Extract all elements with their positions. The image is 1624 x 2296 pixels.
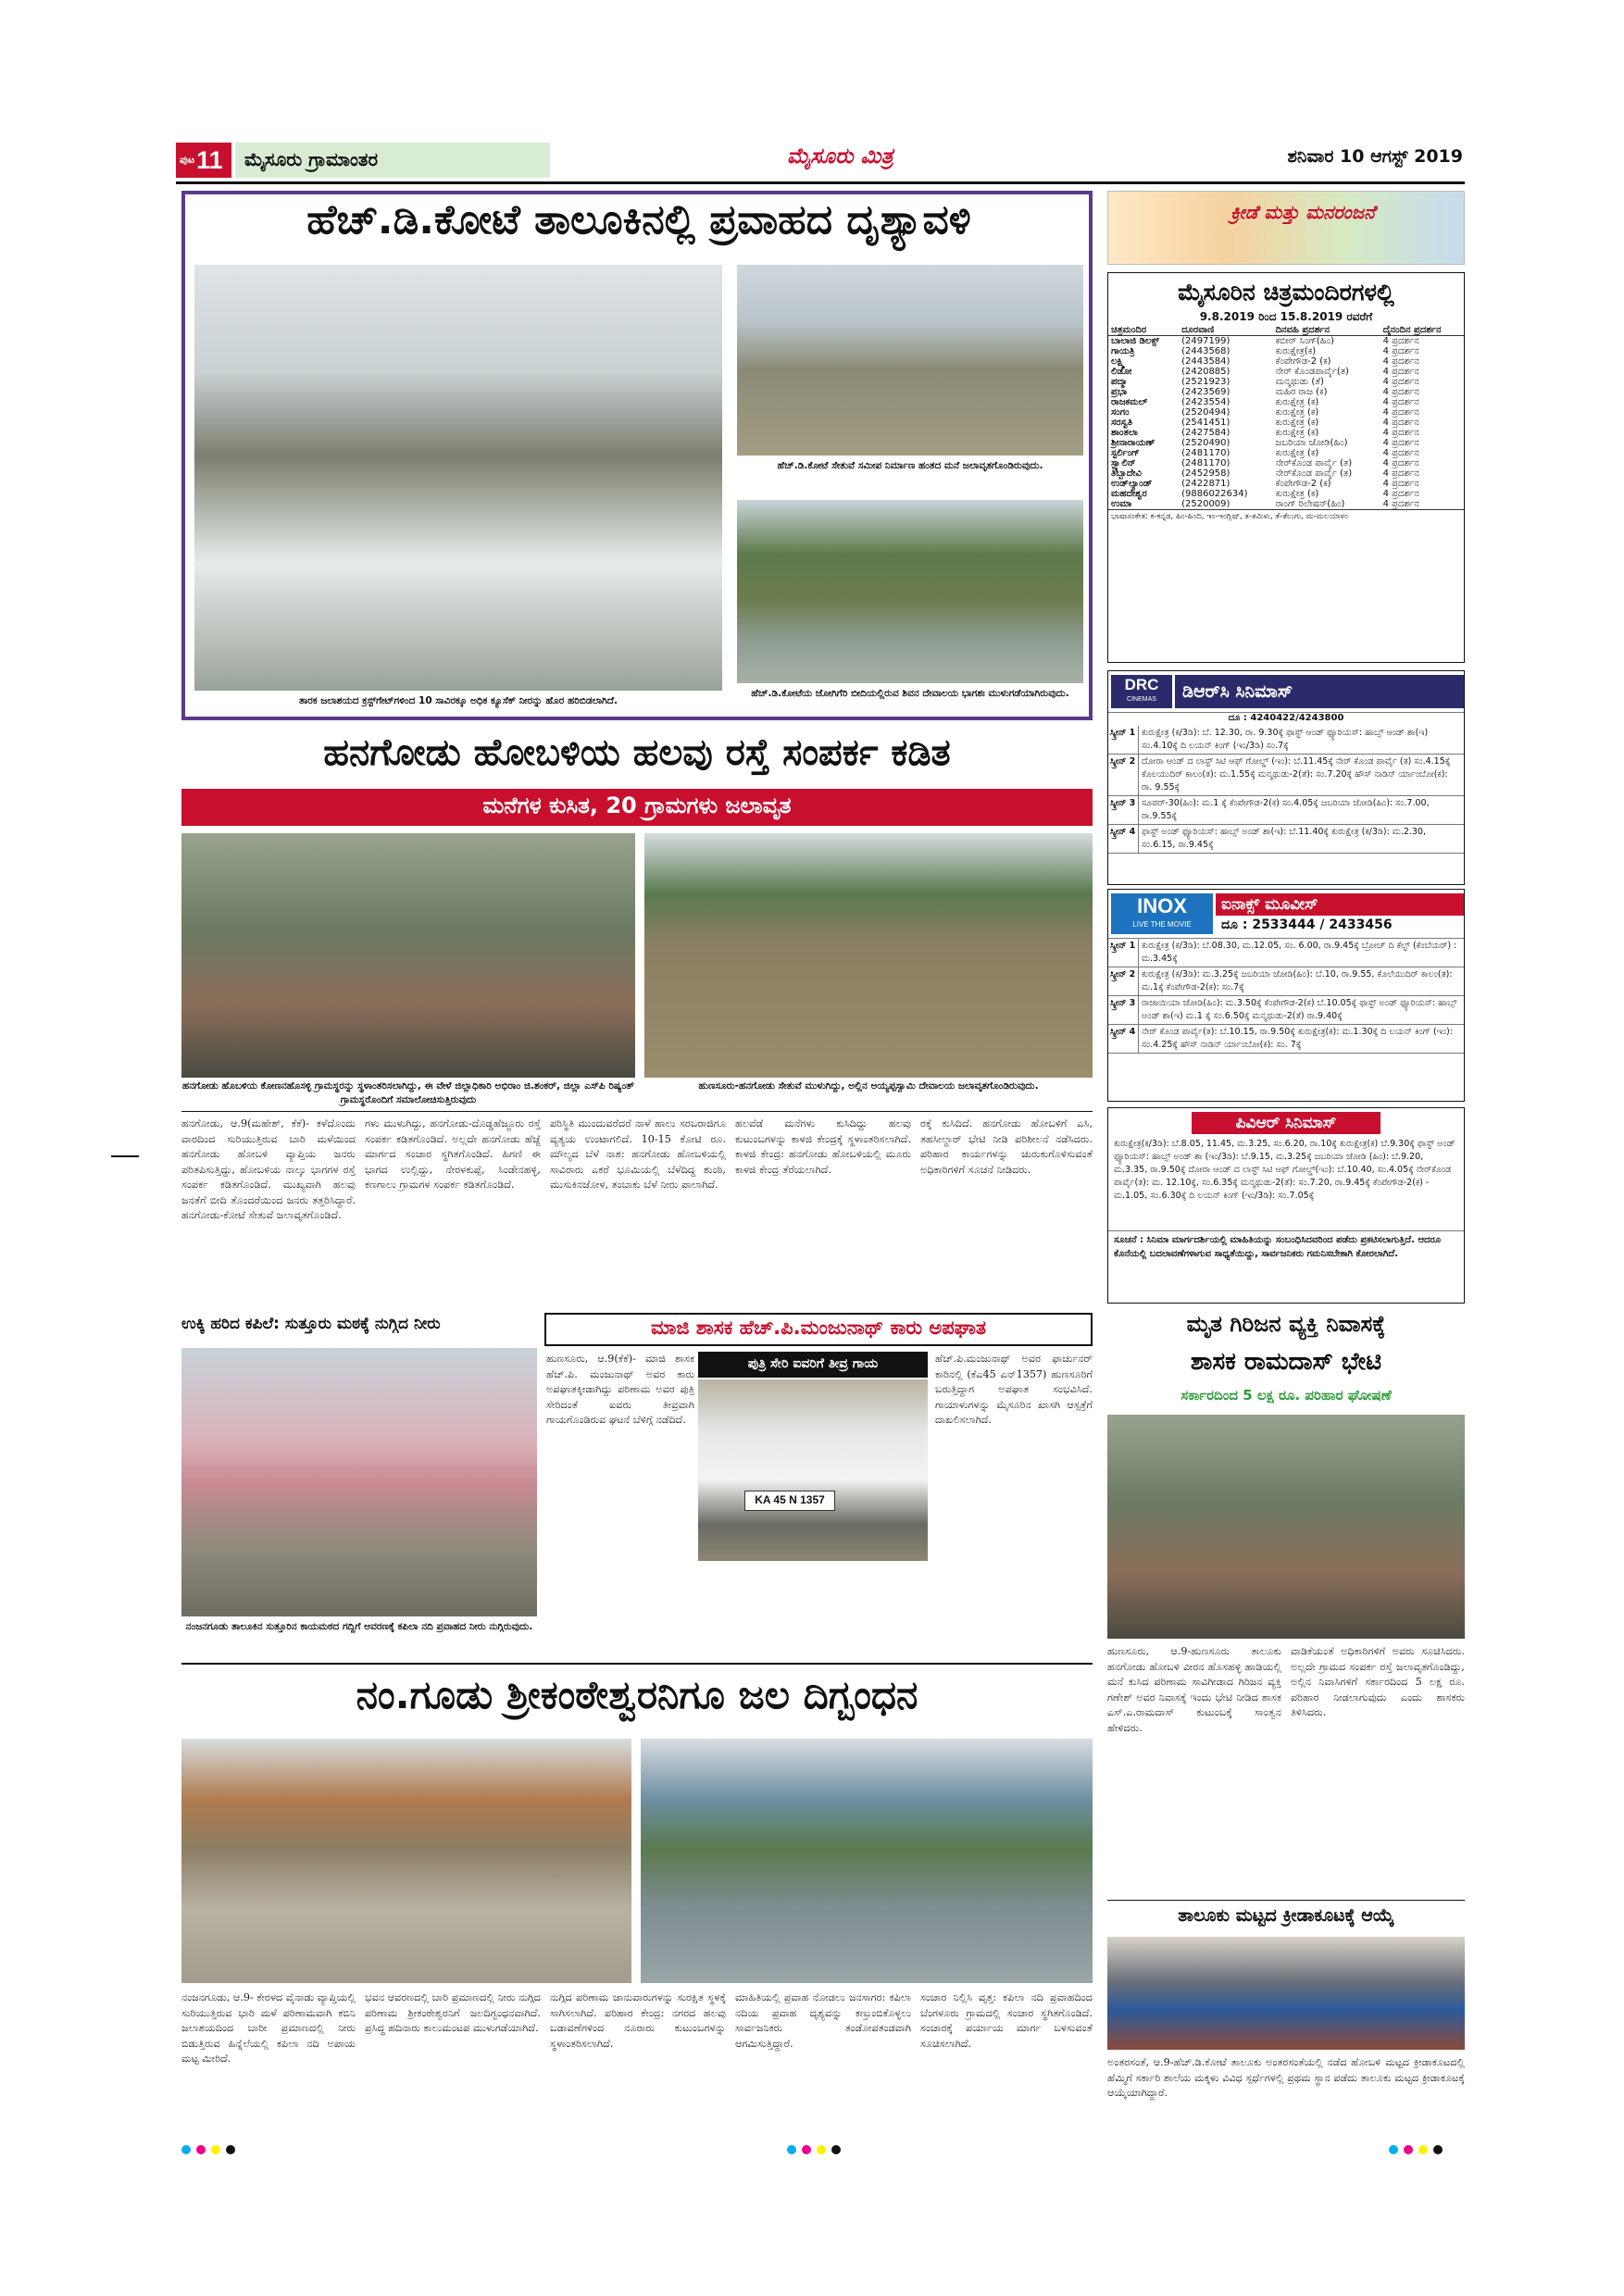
suttur-math-photo: [181, 1348, 537, 1616]
cinema-theatre: ಗಾಯತ್ರಿ: [1111, 346, 1135, 356]
srikanteshwara-column-2: ಭವನ ಆವರಣದಲ್ಲಿ ಬಾರಿ ಪ್ರಮಾಣದಲ್ಲಿ ನೀರು ನುಗ್ಗಿದ ಪರಿಣಾಮ ಶ್ರೀಕಂಠೇಶ್ವರನಿಗೆ ಜಲದಿಗ್ಬಂಧನವಾಗಿದೆ. ಪ್ರಸಿದ್ಧ ಹದಿನಾರು ಕಾಲುಮಂಟಪ ಮುಳುಗಡೆಯಾಗಿದೆ.: [365, 1991, 541, 2034]
screen-number: ಸ್ಕ್ರೀನ್ 3: [1108, 796, 1139, 824]
inox-logo: [1111, 893, 1213, 934]
car-plate: KA 45 N 1357: [744, 1491, 835, 1511]
cinema-phone: (2443584): [1181, 356, 1230, 367]
cinema-row: [1108, 499, 1464, 509]
screen-row: [1108, 755, 1464, 796]
srikanteshwara-top-rule: [181, 1663, 1093, 1665]
screen-showtimes: ರಾಜಾಯಿಯಾ ಜೋಡಿ(ಹಿಂ): ಮ.3.50ಕ್ಕೆ ಕೆಂಪೇಗೌಡ-2(ಕ) ಬೆ.10.05ಕ್ಕೆ ಫಾಸ್ಟ್ ಅಂಡ್ ಫ್ಯೂರಿಯಸ್: ಹಾಬ್ಸ್ ಅಂಡ್ ಶಾ(ಇ) ಮ.1 ಕ್ಕೆ ಸಂ.6.50ಕ್ಕೆ ಮನ್ಮಥುಡು-2(ತೆ) ರಾ.9.40ಕ್ಕೆ: [1142, 998, 1457, 1021]
ramadas-visit-photo: [1107, 1415, 1465, 1639]
hanagodu-subhead: ಮನೆಗಳ ಕುಸಿತ, 20 ಗ್ರಾಮಗಳು ಜಲಾವೃತ: [181, 789, 1093, 826]
temple-photo-caption: ಹೆಚ್.ಡಿ.ಕೋಟೆಯ ಜೋಗಿಗೆರಿ ಬೀದಿಯಲ್ಲಿರುವ ಶಿವನ ದೇವಾಲಯ ಭಾಗಶಃ ಮುಳುಗಡೆಯಾಗಿರುವುದು.: [751, 688, 1069, 699]
temple-street-photo: [181, 1739, 631, 1983]
cinema-phone: (2521923): [1181, 377, 1230, 387]
pvr-title: ಪಿವಿಆರ್ ಸಿನಿಮಾಸ್: [1192, 1112, 1380, 1134]
hanagodu-column-4: ಹಲವೆಡೆ ಮನೆಗಳು ಕುಸಿದಿದ್ದು ಹಲವು ಕುಟುಂಬಗಳನ್ನು ಕಾಳಜಿ ಕೇಂದ್ರಕ್ಕೆ ಸ್ಥಳಾಂತರಿಸಲಾಗಿದೆ. ಕಾಳಜಿ ಕೇಂದ್ರ: ಹನಗೋಡು ಹೋಬಳಿಯಲ್ಲಿ ಮೂರು ಕಾಳಜಿ ಕೇಂದ್ರ ತೆರೆಯಲಾಗಿದೆ.: [735, 1117, 911, 1176]
cinema-theatre: ಸರಸ್ವತಿ: [1111, 418, 1132, 428]
cinema-row: [1108, 387, 1464, 397]
cinema-phone: (9886022634): [1181, 489, 1248, 499]
page-label: ಪುಟ: [180, 154, 195, 166]
cinema-movie: ಕೆಂಪೇಗೌಡ-2 (ಕ): [1275, 479, 1331, 489]
screen-showtimes: ಸೂಪರ್-30(ಹಿಂ): ಮ.1 ಕ್ಕೆ ಕೆಂಪೇಗೌಡ-2(ಕ) ಸಂ.4.05ಕ್ಕೆ ಜಬರಿಯಾ ಜೋಡಿ(ಹಿಂ): ಸಂ.7.00, ರಾ.9.55ಕ್ಕೆ: [1142, 798, 1430, 821]
drc-box: [1107, 670, 1465, 885]
section-name: ಮೈಸೂರು ಗ್ರಾಮಾಂತರ: [235, 143, 550, 178]
ramadas-headline-2: ಶಾಸಕ ರಾಮದಾಸ್ ಭೇಟಿ: [1190, 1348, 1382, 1376]
cinema-phone: (2420885): [1181, 367, 1230, 377]
cinema-row: [1108, 397, 1464, 407]
drc-logo: [1111, 675, 1172, 708]
drc-title: ಡಿಆರ್‌ಸಿ ಸಿನಿಮಾಸ್: [1175, 675, 1464, 708]
inox-box: [1107, 889, 1465, 1102]
ramadas-column-2: ವಾಡಿಕೆಯಂತೆ ಅಧಿಕಾರಿಗಳಿಗೆ ಅವರು ಸೂಚಿಸಿದರು. ಅಲ್ಲದೇ ಗ್ರಾಮದ ಸಂಪರ್ಕ ರಸ್ತೆ ಜಲಾವೃತಗೊಂಡಿದ್ದು, ಅಲ್ಲಿನ ನಿವಾಸಿಗಳಿಗೆ ಸರ್ಕಾರದಿಂದ 5 ಲಕ್ಷ ರೂ. ಪರಿಹಾರ ನೀಡಲಾಗುವುದು ಎಂದು ಶಾಸಕರು ತಿಳಿಸಿದರು.: [1291, 1645, 1465, 1718]
cinema-movie: ಕುರುಕ್ಷೇತ್ರ (ಕ): [1275, 407, 1319, 418]
cinema-shows: 4 ಪ್ರದರ್ಶನ: [1382, 407, 1419, 418]
hanagodu-caption-rule: [181, 1111, 1093, 1112]
cinema-movie: ಕಬೀರ್ ಸಿಂಗ್(ಹಿಂ): [1275, 336, 1334, 346]
margin-dash: [111, 1155, 139, 1157]
registration-marks-center: [787, 2140, 880, 2153]
cinema-listing-title: ಮೈಸೂರಿನ ಚಿತ್ರಮಂದಿರಗಳಲ್ಲಿ: [1178, 279, 1394, 306]
screen-showtimes: ಫಾಸ್ಟ್ ಅಂಡ್ ಫ್ಯೂರಿಯಸ್: ಹಾಬ್ಸ್ ಅಂಡ್ ಶಾ(ಇ): ಬೆ.11.40ಕ್ಕೆ ಕುರುಕ್ಷೇತ್ರ (ಕ/3ಡಿ): ಮ.2.30, ಸಂ.6.15, ರಾ.9.45ಕ್ಕೆ: [1142, 827, 1427, 850]
cinema-row: [1108, 428, 1464, 438]
hanagodu-column-3: ಪರಿಸ್ಥಿತಿ ಮುಂದುವರೆದರೆ ನಾಳೆ ಹಾಲು ಸರಬರಾಜಿಗೂ ವ್ಯತ್ಯಯ ಉಂಟಾಗಲಿದೆ. 10-15 ಕೋಟಿ ರೂ. ಮೌಲ್ಯದ ಬೆಳೆ ನಾಶ: ಹನಗೋಡು ಹೋಬಳಿಯಲ್ಲಿ ಸಾವಿರಾರು ಎಕರೆ ಭೂಮಿಯಲ್ಲಿ ಬೆಳೆದಿದ್ದ ಶುಂಠಿ, ಮುಸುಕಿನಜೋಳ, ತಂಬಾಕು ಬೆಳೆ ನೀರು ಪಾಲಾಗಿದೆ.: [550, 1117, 726, 1191]
cinema-movie: ನೇರ್‌ಕೊಂಡ ಪಾರ್ವೈ (ತ): [1275, 468, 1353, 479]
cinema-row: [1108, 367, 1464, 377]
page-number: 11: [196, 145, 223, 174]
students-photo: [1107, 1937, 1465, 2050]
screen-row: [1108, 825, 1464, 854]
cinema-shows: 4 ಪ್ರದರ್ಶನ: [1382, 499, 1419, 509]
cinema-movie: ಮನ್ಮಥುಡು (ತೆ): [1275, 377, 1324, 387]
cinema-shows: 4 ಪ್ರದರ್ಶನ: [1382, 489, 1419, 499]
screen-row: [1108, 726, 1464, 755]
paper-name: ಮೈಸೂರು ಮಿತ್ರ: [787, 144, 893, 168]
cinema-row: [1108, 407, 1464, 418]
cinema-theatre: ಪದ್ಮಾ: [1111, 377, 1128, 387]
cinema-row: [1108, 468, 1464, 479]
screen-number: ಸ್ಕ್ರೀನ್ 4: [1108, 1025, 1139, 1053]
cinema-theatre: ಲಕ್ಷ್ಮಿ: [1111, 356, 1125, 367]
screen-number: ಸ್ಕ್ರೀನ್ 2: [1108, 967, 1139, 995]
inox-phone: ದೂ : 2533444 / 2433456: [1221, 917, 1393, 932]
cinema-shows: 4 ಪ್ರದರ್ಶನ: [1382, 387, 1419, 397]
accident-column-mid: [698, 1565, 928, 1655]
cinema-shows: 4 ಪ್ರದರ್ಶನ: [1382, 346, 1419, 356]
cinema-theatre: ಸ್ಟರ್ಲಿಂಗ್: [1111, 448, 1140, 458]
bridge-flood-photo: [644, 833, 1093, 1078]
screen-row: [1108, 796, 1464, 825]
screen-number: ಸ್ಕ್ರೀನ್ 1: [1108, 939, 1139, 967]
header-phone: ದೂರವಾಣಿ: [1181, 325, 1215, 335]
screen-showtimes: ಕುರುಕ್ಷೇತ್ರ (ಕ/3ಡಿ): ಬೆ. 12.30, ರಾ. 9.30ಕ್ಕೆ ಫಾಸ್ಟ್ ಆಂಡ್ ಫ್ಯೂರಿಯಸ್: ಹಾಬ್ಸ್ ಆಂಡ್ ಶಾ(ಇ) ಸಂ.4.10ಕ್ಕೆ ದಿ ಲಯನ್ ಕಿಂಗ್ (ಇಂ/3ಡಿ) ಸಂ.7ಕ್ಕೆ: [1142, 728, 1429, 751]
cinema-phone: (2481170): [1181, 458, 1230, 468]
registration-marks-left: [181, 2140, 274, 2153]
cinema-row: [1108, 346, 1464, 356]
cinema-shows: 4 ಪ್ರದರ್ಶನ: [1382, 397, 1419, 407]
cinema-movie: ಕುರುಕ್ಷೇತ್ರ (ಕ): [1275, 428, 1319, 438]
cinema-movie: ಜಬರಿಯಾ ಜೋಡಿ(ಹಿಂ): [1275, 438, 1348, 448]
cinema-movie: ಕುರುಕ್ಷೇತ್ರ(ಕ): [1275, 346, 1317, 356]
cinema-shows: 4 ಪ್ರದರ್ಶನ: [1382, 448, 1419, 458]
screen-row: [1108, 1025, 1464, 1054]
drc-logo-text: DRC: [1124, 676, 1159, 693]
cinema-shows: 4 ಪ್ರದರ್ಶನ: [1382, 458, 1419, 468]
drc-phone: ದೂ : 4240422/4243800: [1228, 713, 1344, 723]
dam-photo-caption: ತಾರಕ ಜಲಾಶಯದ ಕ್ರಸ್ಟ್‌ಗೇಟ್‌ಗಳಿಂದ 10 ಸಾವಿರಕ್ಕೂ ಅಧಿಕ ಕ್ಯೂಸೆಕ್ ನೀರನ್ನು ಹೊರ ಹರಿಬಿಡಲಾಗಿದೆ.: [299, 695, 618, 706]
cinema-theatre: ಶ್ರೀನಾರಾಯಣ್: [1111, 438, 1156, 448]
sports-selection-rule: [1107, 1900, 1465, 1901]
cinema-row: [1108, 377, 1464, 387]
page-number-badge: [176, 143, 231, 178]
cinema-movie: ಕುರುಕ್ಷೇತ್ರ (ಕ): [1275, 489, 1319, 499]
cinema-movie: ರಾಂಗ್ ರಿಲೇಷನ್(ಹಿಂ): [1275, 499, 1345, 509]
cinema-phone: (2541451): [1181, 418, 1230, 428]
cinema-theatre: ಉಮಾ: [1111, 499, 1132, 509]
officials-photo: [181, 833, 635, 1078]
cinema-shows: 4 ಪ್ರದರ್ಶನ: [1382, 377, 1419, 387]
cinema-shows: 4 ಪ್ರದರ್ಶನ: [1382, 418, 1419, 428]
header-shows: ದೈನಂದಿನ ಪ್ರದರ್ಶನ: [1382, 325, 1442, 335]
cinema-row: [1108, 479, 1464, 489]
cinema-listing-dates: 9.8.2019 ರಿಂದ 15.8.2019 ರವರೆಗೆ: [1199, 310, 1373, 323]
cinema-shows: 4 ಪ್ರದರ್ಶನ: [1382, 479, 1419, 489]
header-movie: ದಿನವಹಿ ಪ್ರದರ್ಶನ: [1275, 325, 1330, 335]
cinema-theatre: ಮಹದೇಶ್ವರ: [1111, 489, 1147, 499]
screen-row: [1108, 996, 1464, 1025]
cinema-phone: (2452958): [1181, 468, 1230, 479]
screen-number: ಸ್ಕ್ರೀನ್ 2: [1108, 755, 1139, 795]
hanagodu-headline: ಹನಗೋಡು ಹೋಬಳಿಯ ಹಲವು ರಸ್ತೆ ಸಂಪರ್ಕ ಕಡಿತ: [323, 731, 951, 774]
inox-title: ಐನಾಕ್ಸ್ ಮೂವೀಸ್: [1216, 893, 1464, 916]
cinema-table: [1108, 325, 1464, 509]
cinema-row: [1108, 489, 1464, 499]
screen-row: [1108, 967, 1464, 996]
cinema-row: [1108, 458, 1464, 468]
car-accident-photo: [698, 1379, 928, 1561]
screen-showtimes: ನೇರ್ ಕೊಂಡ ಪಾರ್ವೈ(ತ): ಬೆ.10.15, ರಾ.9.50ಕ್ಕೆ ಕುರುಕ್ಷೇತ್ರ(ಕ): ಮ.1.30ಕ್ಕೆ ದಿ ಲಯನ್ ಕಿಂಗ್ (ಇಂ): ಸಂ.4.25ಕ್ಕೆ ಹೌಸ್ ನಾಡಿನ್ ರ್ಯಾಂಬೋ(ಕ): ಸಂ. 7ಕ್ಕೆ: [1142, 1027, 1453, 1050]
screen-number: ಸ್ಕ್ರೀನ್ 1: [1108, 726, 1139, 754]
cinema-phone: (2443568): [1181, 346, 1230, 356]
cinema-table-header: [1108, 325, 1464, 336]
temple-flood-photo: [737, 500, 1083, 683]
cinema-listing-box: [1107, 272, 1465, 663]
sports-selection-headline: ತಾಲೂಕು ಮಟ್ಟದ ಕ್ರೀಡಾಕೂಟಕ್ಕೆ ಆಯ್ಕೆ: [1178, 1905, 1394, 1926]
srikanteshwara-column-5: ಸಂಚಾರ ನಿಲ್ಲಿಸಿ ವೃತ್ತ: ಕಪಿಲಾ ನದಿ ಪ್ರವಾಹದಿಂದ ಬೆಂಗಳೂರು ಗ್ರಾಮದಲ್ಲಿ ಸಂಚಾರ ಸ್ಥಗಿತಗೊಂಡಿದೆ. ಸಂಚಾರಕ್ಕೆ ಪರ್ಯಾಯ ಮಾರ್ಗ ಬಳಸುವಂತೆ ಸೂಚಿಸಲಾಗಿದೆ.: [920, 1991, 1093, 2050]
cinema-shows: 4 ಪ್ರದರ್ಶನ: [1382, 428, 1419, 438]
drc-logo-sub: CINEMAS: [1127, 696, 1156, 703]
cinema-phone: (2427584): [1181, 428, 1230, 438]
cinema-phone: (2422871): [1181, 479, 1230, 489]
srikanteshwara-column-3: ನುಗ್ಗಿದ ಪರಿಣಾಮ ಜಾನುವಾರುಗಳನ್ನು ಸುರಕ್ಷಿತ ಸ್ಥಳಕ್ಕೆ ಸಾಗಿಸಲಾಗಿದೆ. ಪರಿಹಾರ ಕೇಂದ್ರ: ನಗರದ ಹಲವು ಬಡಾವಣೆಗಳಿಂದ ನೂರಾರು ಕುಟುಂಬಗಳನ್ನು ಸ್ಥಳಾಂತರಿಸಲಾಗಿದೆ.: [550, 1991, 726, 2050]
cinema-theatre: ತಿಬ್ಬಾದೇವಿ: [1111, 468, 1142, 479]
cinema-notice: ಸೂಚನೆ : ಸಿನಿಮಾ ಮಾರ್ಗದರ್ಶಿಯಲ್ಲಿ ಮಾಹಿತಿಯನ್ನು ಸಂಬಂಧಿಸಿದವರಿಂದ ಪಡೆದು ಪ್ರಕಟಿಸಲಾಗುತ್ತಿದೆ. ಆದರೂ ಕೊನೆಯಲ್ಲಿ ಬದಲಾವಣೆಗಳಾಗುವ ಸಾಧ್ಯತೆಯಿದ್ದು, ಸಾರ್ವಜನಿಕರು ಗಮನಿಸಬೇಕಾಗಿ ಕೋರಲಾಗಿದೆ.: [1108, 1230, 1464, 1263]
cinema-shows: 4 ಪ್ರದರ್ಶನ: [1382, 438, 1419, 448]
accident-headline: ಮಾಜಿ ಶಾಸಕ ಹೆಚ್.ಪಿ.ಮಂಜುನಾಥ್ ಕಾರು ಅಪಘಾತ: [650, 1316, 986, 1339]
cinema-movie: ಕೆಂಪೇಗೌಡ-2 (ಕ): [1275, 356, 1331, 367]
cinema-movie: ಕುರುಕ್ಷೇತ್ರ (ಕ): [1275, 448, 1319, 458]
cinema-phone: (2481170): [1181, 448, 1230, 458]
house-photo: [737, 265, 1083, 455]
sports-banner: [1107, 191, 1465, 265]
cinema-theatre: ಸ್ಟ್ಯಾಲಿನ್: [1111, 458, 1136, 468]
cinema-shows: 4 ಪ್ರದರ್ಶನ: [1382, 336, 1419, 346]
screen-showtimes: ಕುರುಕ್ಷೇತ್ರ (ಕ/3ಡಿ): ಮ.3.25ಕ್ಕೆ ಜಬರಿಯಾ ಜೋಡಿ(ಹಿಂ): ಬೆ.10, ರಾ.9.55, ಕೊಲೆಯುದಿರ್ ಕಾಲಂ(ತ): ಮ.1ಕ್ಕೆ ಕೆಂಪೇಗೌಡ-2(ಕ): ಸಂ.7ಕ್ಕೆ: [1142, 969, 1453, 992]
bridge-photo-caption: ಹುಣಸೂರು-ಹನಗೋಡು ಸೇತುವೆ ಮುಳುಗಿದ್ದು, ಅಲ್ಲಿನ ಅಯ್ಯಪ್ಪಸ್ವಾಮಿ ದೇವಾಲಯ ಜಲಾವೃತಗೊಂಡಿರುವುದು.: [698, 1080, 1039, 1092]
cinema-shows: 4 ಪ್ರದರ್ಶನ: [1382, 367, 1419, 377]
cinema-shows: 4 ಪ್ರದರ್ಶನ: [1382, 468, 1419, 479]
hanagodu-column-1: ಹನಗೋಡು, ಆ.9(ಮಹೇಶ್, ಕೆಕೆ)- ಕಳೆದೊಂದು ವಾರದಿಂದ ಸುರಿಯುತ್ತಿರುವ ಬಾರಿ ಮಳೆಯಿಂದ ಹನಗೋಡು ಹೋಬಳಿ ವ್ಯಾಪ್ತಿಯ ಜನರು ಪರಿತಪಿಸುತ್ತಿದ್ದು, ಹೋಬಳಿಯ ನಾಲ್ಕು ಭಾಗಗಳ ರಸ್ತೆ ಸಂಪರ್ಕ ಕಡಿತಗೊಂಡಿದೆ. ಮುಖ್ಯವಾಗಿ ಹಲವು ಜನತೆಗೆ ಬೀದಿ ತೊಂದರೆಯಿಂದ ಜನರು ತತ್ತರಿಸಿದ್ದಾರೆ. ಹನಗೋಡು-ಕೋಟೆ ಸೇತುವೆ ಜಲಾವೃತಗೊಂಡಿದೆ.: [181, 1117, 356, 1221]
cinema-row: [1108, 418, 1464, 428]
inox-logo-sub: LIVE THE MOVIE: [1132, 920, 1192, 929]
srikanteshwara-column-1: ನಂಜನಗೂಡು, ಆ.9- ಕೇರಳದ ವೈನಾಡು ವ್ಯಾಪ್ತಿಯಲ್ಲಿ ಸುರಿಯುತ್ತಿರುವ ಭಾರಿ ಮಳೆ ಪರಿಣಾಮವಾಗಿ ಕಬಿನಿ ಜಲಾಶಯದಿಂದ ಬಾರೀ ಪ್ರಮಾಣದಲ್ಲಿ ನೀರು ಬಿಡುತ್ತಿರುವ ಹಿನ್ನೆಲೆಯಲ್ಲಿ ಕಪಿಲಾ ನದಿ ಅಪಾಯ ಮಟ್ಟ ಮೀರಿದೆ.: [181, 1991, 356, 2065]
srikanteshwara-headline: ನಂ.ಗೂಡು ಶ್ರೀಕಂಠೇಶ್ವರನಿಗೂ ಜಲ ದಿಗ್ಬಂಧನ: [356, 1672, 918, 1717]
ramadas-subhead: ಸರ್ಕಾರದಿಂದ 5 ಲಕ್ಷ ರೂ. ಪರಿಹಾರ ಘೋಷಣೆ: [1181, 1387, 1392, 1404]
cinema-phone: (2423569): [1181, 387, 1230, 397]
registration-marks-right: [1389, 2140, 1481, 2153]
cinema-shows: 4 ಪ್ರದರ್ಶನ: [1382, 356, 1419, 367]
cinema-theatre: ಲಿಡೋ: [1111, 367, 1132, 377]
cinema-phone: (2520494): [1181, 407, 1230, 418]
cinema-movie: ಕುರುಕ್ಷೇತ್ರ (ಕ): [1275, 418, 1319, 428]
srikanteshwara-column-4: ಮಾಹಿತಿಯಲ್ಲಿ ಪ್ರವಾಹ ನೋಡಲು ಜನಸಾಗರ: ಕಪಿಲಾ ನದಿಯ ಪ್ರವಾಹ ದೃಶ್ಯವನ್ನು ಕಣ್ತುಂಬಿಕೊಳ್ಳಲು ಸಾರ್ವಜನಿಕರು ತಂಡೋಪತಂಡವಾಗಿ ಆಗಮಿಸುತ್ತಿದ್ದಾರೆ.: [735, 1991, 911, 2050]
pvr-showtimes: ಕುರುಕ್ಷೇತ್ರ(ಕ/3ಡಿ): ಬೆ.8.05, 11.45, ಮ.3.25, ಸಂ.6.20, ರಾ.10ಕ್ಕೆ ಕುರುಕ್ಷೇತ್ರ(ಕ) ಬೆ.9.30ಕ್ಕೆ ಫಾಸ್ಟ್ ಅಂಡ್ ಫ್ಯೂರಿಯಸ್: ಹಾಬ್ಸ್ ಅಂಡ್ ಶಾ (ಇಂ/3ಡಿ): ಬೆ.9.15, ಮ.3.25ಕ್ಕೆ ಜಬರಿಯಾ ಜೋಡಿ (ಹಿಂ): ಬೆ.9.20, ಮ.3.35, ರಾ.9.50ಕ್ಕೆ ದೋರಾ ಆಂಡ್ ದ ಲಾಸ್ಟ್ ಸಿಟಿ ಆಫ್ ಗೋಲ್ಡ್(ಇಂ): ಬೆ.10.40, ಸಂ.4.05ಕ್ಕೆ ನೇರ್‌ಕೊಂಡ ಪಾರ್ವೈ(ತ): ಮ. 12.10ಕ್ಕೆ, ಸಂ.6.35ಕ್ಕೆ ಮನ್ಮಥುಡು-2(ತೆ): ಸಂ.7.20, ರಾ.9.45ಕ್ಕೆ ಕೆಂಪೇಗೌಡ-2(ಕ) - ಮ.1.05, ಸಂ.6.30ಕ್ಕೆ ದಿ ಲಯನ್ ಕಿಂಗ್ (ಇಂ/3ಡಿ): ಸಂ.7.05ಕ್ಕೆ: [1114, 1139, 1455, 1201]
accident-column-right: ಹೆಚ್.ಪಿ.ಮಂಜುನಾಥ್ ಅವರ ಫಾರ್ಚುನರ್ ಕಾರಿನಲ್ಲಿ (ಕೆಎ45 ಎನ್1357) ಹುಣಸೂರಿಗೆ ಬರುತ್ತಿದ್ದಾಗ ಅಪಘಾತ ಸಂಭವಿಸಿದೆ. ಗಾಯಾಳುಗಳನ್ನು ಮೈಸೂರಿನ ಖಾಸಗಿ ಆಸ್ಪತ್ರೆಗೆ ದಾಖಲಿಸಲಾಗಿದೆ.: [935, 1353, 1093, 1426]
suttur-headline: ಉಕ್ಕಿ ಹರಿದ ಕಪಿಲೆ: ಸುತ್ತೂರು ಮಠಕ್ಕೆ ನುಗ್ಗಿದ ನೀರು: [181, 1315, 441, 1333]
cinema-theatre: ಶಾಂತಲಾ: [1111, 428, 1138, 438]
screen-number: ಸ್ಕ್ರೀನ್ 3: [1108, 996, 1139, 1024]
cinema-movie: ಮಹಿರ ರಾಜ (ಕ): [1275, 387, 1328, 397]
house-photo-caption: ಹೆಚ್.ಡಿ.ಕೋಟೆ ಸೇತುವೆ ಸಮೀಪ ನಿರ್ಮಾಣ ಹಂತದ ಮನೆ ಜಲಾವೃತಗೊಂಡಿರುವುದು.: [777, 460, 1043, 471]
cinema-phone: (2520490): [1181, 438, 1230, 448]
cinema-row: [1108, 336, 1464, 347]
suttur-photo-caption: ನಂಜನಗೂಡು ತಾಲೂಕಿನ ಸುತ್ತೂರಿನ ಕಾಯಮಠದ ಗದ್ದಿಗೆ ಆವರಣಕ್ಕೆ ಕಪಿಲಾ ನದಿ ಪ್ರವಾಹದ ನೀರು ನುಗ್ಗಿರುವುದು.: [185, 1621, 533, 1632]
cinema-theatre: ಪ್ರಭಾ: [1111, 387, 1128, 397]
cinema-row: [1108, 438, 1464, 448]
cinema-phone: (2497199): [1181, 336, 1230, 346]
cinema-movie: ನೇರ್ ಕೊಂಡಪಾರ್ವೈ(ತ): [1275, 367, 1349, 377]
flood-gallery-headline: ಹೆಚ್.ಡಿ.ಕೋಟೆ ತಾಲೂಕಿನಲ್ಲಿ ಪ್ರವಾಹದ ದೃಶ್ಯಾವಳಿ: [306, 196, 971, 243]
cinema-theatre: ಉಡ್‌ಲ್ಯಾಂಡ್: [1111, 479, 1153, 489]
screen-number: ಸ್ಕ್ರೀನ್ 4: [1108, 825, 1139, 853]
ramadas-headline-1: ಮೃತ ಗಿರಿಜನ ವ್ಯಕ್ತಿ ನಿವಾಸಕ್ಕೆ: [1186, 1311, 1386, 1337]
accident-column-left: ಹುಣಸೂರು, ಆ.9(ಕೆಕೆ)- ಮಾಜಿ ಶಾಸಕ ಹೆಚ್.ಪಿ. ಮಂಜುನಾಥ್ ಅವರ ಕಾರು ಅಪಘಾತಕ್ಕೀಡಾಗಿದ್ದು ಪರಿಣಾಮ ಅವರ ಪುತ್ರಿ ಸೇರಿದಂತೆ ಐವರು ತೀವ್ರವಾಗಿ ಗಾಯಗೊಂಡಿರುವ ಘಟನೆ ಬೆಳಿಗ್ಗೆ ನಡೆದಿದೆ.: [546, 1353, 694, 1426]
cinema-row: [1108, 356, 1464, 367]
cinema-phone: (2520009): [1181, 499, 1230, 509]
officials-photo-caption: ಹನಗೋಡು ಹೊಬಳಿಯ ಕೋಣನಹೊಸಳ್ಳಿ ಗ್ರಾಮಸ್ಥರನ್ನು ಸ್ಥಳಾಂತರಿಸಲಾಗಿದ್ದು, ಈ ವೇಳೆ ಜಿಲ್ಲಾಧಿಕಾರಿ ಅಭಿರಾಂ ಜಿ.ಶಂಕರ್, ಜಿಲ್ಲಾ ಎಸ್‌ಪಿ ರಿಷ್ಯಂತ್ ಗ್ರಾಮಸ್ಥರೊಂದಿಗೆ ಸಮಾಲೋಚಿಸುತ್ತಿರುವುದು: [181, 1080, 635, 1105]
issue-date: ಶನಿವಾರ 10 ಆಗಸ್ಟ್ 2019: [1287, 146, 1463, 167]
cinema-theatre: ಬಾಲಾಜಿ ಡಿಲಕ್ಸ್: [1111, 336, 1160, 346]
sports-banner-title: ಕ್ರೀಡೆ ಮತ್ತು ಮನರಂಜನೆ: [1230, 201, 1376, 223]
shiva-statue-photo: [641, 1739, 1093, 1983]
ramadas-column-1: ಹುಣಸೂರು, ಆ.9-ಹುಣಸೂರು ತಾಲೂಕು ಹನಗೋಡು ಹೋಬಳಿ ವೀರನ ಹೊಸಹಳ್ಳಿ ಹಾಡಿಯಲ್ಲಿ ಮನೆ ಕುಸಿದ ಪರಿಣಾಮ ಸಾವಿಗೀಡಾದ ಗಿರಿಜನ ವ್ಯಕ್ತಿ ಗಣೇಶ್ ಅವರ ನಿವಾಸಕ್ಕೆ ಇಂದು ಭೇಟಿ ನೀಡಿದ ಶಾಸಕ ಎಸ್.ಎ.ರಾಮದಾಸ್ ಕುಟುಂಬಕ್ಕೆ ಸಾಂತ್ವನ ಹೇಳಿದರು.: [1107, 1645, 1281, 1734]
cinema-theatre: ಸಂಗಂ: [1111, 407, 1130, 418]
cinema-movie: ಕುರುಕ್ಷೇತ್ರ (ಕ): [1275, 397, 1319, 407]
cinema-phone: (2423554): [1181, 397, 1230, 407]
accident-subhead: ಪುತ್ರಿ ಸೇರಿ ಐವರಿಗೆ ತೀವ್ರ ಗಾಯ: [698, 1352, 928, 1378]
screen-row: [1108, 939, 1464, 967]
inox-logo-text: INOX: [1137, 894, 1187, 917]
cinema-movie: ನೇರ್‌ಕೊಂಡ ಪಾರ್ವೈ (ತ): [1275, 458, 1353, 468]
masthead-rule: [176, 181, 1465, 184]
header-theatre: ಚಿತ್ರಮಂದಿರ: [1111, 325, 1147, 335]
cinema-theatre: ರಾಜಕಮಲ್: [1111, 397, 1148, 407]
screen-showtimes: ದೋರಾ ಆಂಡ್ ದ ಲಾಸ್ಟ್ ಸಿಟಿ ಆಫ್ ಗೋಲ್ಡ್ (ಇಂ): ಬೆ.11.45ಕ್ಕೆ ನೇರ್ ಕೊಂಡ ಪಾರ್ವೈ (ತ) ಸಂ.4.15ಕ್ಕೆ ಕೊಲಯುದಿರ್ ಕಾಲಂ(ತ): ಮ.1.55ಕ್ಕೆ ಮನ್ಮಥುಡು-2(ತೆ): ಸಂ.7.20ಕ್ಕೆ ಹೌಸ್ ನಾಡಿನ್ ರ್ಯಾಂಬೋ(ಕ): ರಾ. 9.55ಕ್ಕೆ: [1142, 756, 1451, 792]
hanagodu-column-5: ರಕ್ಕೆ ಕುಸಿದಿದೆ. ಹನಗೋಡು ಹೋಬಳಿಗೆ ಎಸಿ, ತಹಸೀಲ್ದಾರ್ ಭೇಟಿ ನೀಡಿ ಪರಿಶೀಲನೆ ನಡೆಸಿದರು. ಪರಿಹಾರ ಕಾರ್ಯಗಳನ್ನು ಚುರುಕುಗೊಳಿಸುವಂತೆ ಅಧಿಕಾರಿಗಳಿಗೆ ಸೂಚನೆ ನೀಡಿದರು.: [920, 1117, 1093, 1176]
screen-showtimes: ಕುರುಕ್ಷೇತ್ರ (ಕ/3ಡಿ): ಬೆ.08.30, ಮ.12.05, ಸಂ. 6.00, ರಾ.9.45ಕ್ಕೆ ಬ್ರೋಚ್ ದಿ ಕೆಲ್ಟ್ (ಕೆಂಬೆಯರ್) : ಮ.3.45ಕ್ಕೆ: [1142, 941, 1457, 964]
pvr-box: [1107, 1107, 1465, 1304]
cinema-row: [1108, 448, 1464, 458]
dam-photo: [194, 265, 722, 691]
cinema-legend: ಭಾಷಾಸಂಕೇತ: ಕ-ಕನ್ನಡ, ಹಿಂ-ಹಿಂದಿ, ಇಂ-ಇಂಗ್ಲಿಷ್, ತ-ತಮಿಳು, ತೆ-ತೆಲುಗು, ಮ-ಮಲಯಾಳಂ: [1108, 509, 1464, 523]
hanagodu-column-2: ಗಳು ಮುಳುಗಿದ್ದು, ಹನಗೋಡು-ದೊಡ್ಡಹೆಜ್ಜೂರು ರಸ್ತೆ ಸಂಪರ್ಕ ಕಡಿತಗೊಂಡಿದೆ. ಅಲ್ಲದೇ ಹನಗೋಡು ಹೆಜ್ಜೆ ಮಾರ್ಗದ ಸಂಚಾರ ಸ್ಥಗಿತಗೊಂಡಿದೆ. ಹಿಗಣಿ ಈ ಭಾಗದ ಉಲ್ಲಿದ್ದು, ನೇರಳಕುಪ್ಪೆ, ಸಿಂಡೇನಹಳ್ಳಿ, ಕಣಗಾಲು ಗ್ರಾಮಗಳ ಸಂಪರ್ಕ ಕಡಿತಗೊಂಡಿದೆ.: [365, 1117, 541, 1191]
sports-selection-body: ಅಂತರಸಂತೆ, ಆ.9-ಹೆಚ್.ಡಿ.ಕೋಟೆ ತಾಲೂಕು ಅಂತರಸಂತೆಯಲ್ಲಿ ನಡೆದ ಹೋಬಳಿ ಮಟ್ಟದ ಕ್ರೀಡಾಕೂಟದಲ್ಲಿ ಹೆಮ್ಮಿಗೆ ಸರ್ಕಾರಿ ಶಾಲೆಯ ಮಕ್ಕಳು ವಿವಿಧ ಸ್ಪರ್ಧೆಗಳಲ್ಲಿ ಪ್ರಥಮ ಸ್ಥಾನ ಪಡೆದು ತಾಲೂಕು ಮಟ್ಟದ ಕ್ರೀಡಾಕೂಟಕ್ಕೆ ಆಯ್ಕೆಯಾಗಿದ್ದಾರೆ.: [1107, 2056, 1465, 2099]
